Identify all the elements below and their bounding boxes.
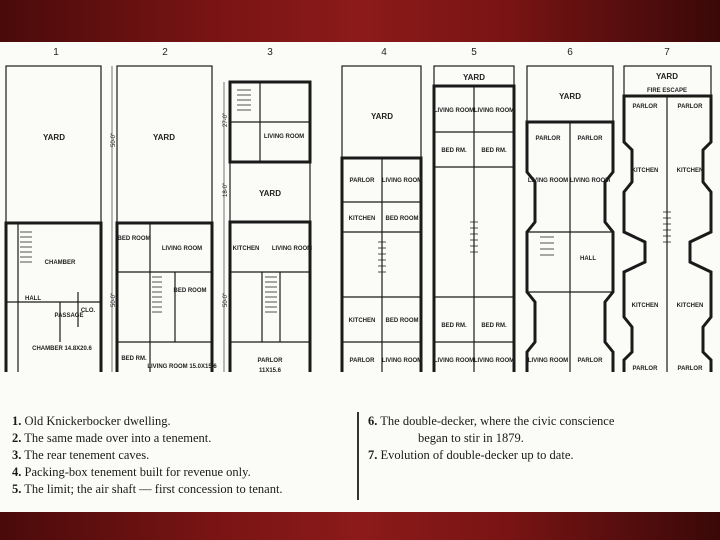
room-label: PARLOR [632, 366, 658, 372]
room-label: LIVING ROOM [569, 178, 611, 184]
yard-label: YARD [559, 92, 581, 101]
plan-1-yard [6, 66, 101, 223]
room-label: CHAMBER [44, 260, 76, 266]
room-label: PARLOR [257, 358, 283, 364]
caption-text: Evolution of double-decker up to date. [380, 448, 574, 462]
room-label: FIRE ESCAPE [646, 88, 688, 94]
caption-number: 3. [12, 448, 22, 462]
plan-number: 5 [471, 47, 477, 58]
caption-number: 4. [12, 465, 22, 479]
room-label: BED RM. [441, 323, 467, 329]
yard-label: YARD [371, 112, 393, 121]
room-label: KITCHEN [348, 318, 376, 324]
room-label: LIVING ROOM [161, 246, 203, 252]
room-label: LIVING ROOM [381, 178, 423, 184]
floor-plan-drawing [0, 42, 720, 372]
plan-number: 2 [162, 47, 168, 58]
caption-3 [12, 448, 149, 463]
room-label: LIVING ROOM [433, 358, 475, 364]
room-label: BED ROOM [173, 288, 207, 294]
room-label: BED RM. [481, 148, 507, 154]
dimension-label: 50-0" [111, 292, 117, 307]
plan-number: 3 [267, 47, 273, 58]
caption-2 [12, 431, 211, 446]
floor-plans [0, 42, 720, 442]
yard-label: YARD [656, 72, 678, 81]
room-label: PARLOR [632, 104, 658, 110]
caption-number: 6. [368, 414, 378, 428]
room-label: CLO. [80, 308, 96, 314]
plan-2-yard [117, 66, 212, 223]
room-label: LIVING ROOM [381, 358, 423, 364]
caption-4 [12, 465, 251, 480]
caption-text: The rear tenement caves. [24, 448, 150, 462]
room-label: LIVING ROOM [527, 358, 569, 364]
plan-number: 4 [381, 47, 387, 58]
room-label: KITCHEN [631, 168, 659, 174]
dimension-label: 50-0" [111, 132, 117, 147]
caption-5 [12, 482, 283, 497]
captions [0, 402, 720, 512]
caption-divider [357, 412, 359, 500]
caption-text: The same made over into a tenement. [24, 431, 212, 445]
yard-label: YARD [153, 133, 175, 142]
room-label: PASSAGE [54, 313, 84, 319]
plan-number: 1 [53, 47, 59, 58]
dimension-label: 27-0" [223, 112, 229, 127]
caption-1 [12, 414, 171, 429]
room-label: BED ROOM [385, 318, 419, 324]
room-label: KITCHEN [676, 303, 704, 309]
caption-text: Packing-box tenement built for revenue only. [24, 465, 251, 479]
room-label: KITCHEN [676, 168, 704, 174]
room-label: KITCHEN [631, 303, 659, 309]
room-label: KITCHEN [348, 216, 376, 222]
caption-number: 7. [368, 448, 378, 462]
plan-number: 6 [567, 47, 573, 58]
room-label: HALL [25, 296, 41, 302]
room-label: PARLOR [349, 178, 375, 184]
room-label: PARLOR [577, 136, 603, 142]
room-label: BED RM. [121, 356, 147, 362]
yard-label: YARD [43, 133, 65, 142]
caption-number: 5. [12, 482, 22, 496]
caption-text: Old Knickerbocker dwelling. [24, 414, 171, 428]
room-label: PARLOR [349, 358, 375, 364]
caption-6-continued: began to stir in 1879. [418, 431, 524, 445]
slide [0, 42, 720, 512]
room-label: LIVING ROOM [263, 134, 305, 140]
room-label: LIVING ROOM [433, 108, 475, 114]
caption-text: The limit; the air shaft — first concession to tenant. [24, 482, 283, 496]
room-label: BED RM. [441, 148, 467, 154]
caption-6 [368, 414, 614, 429]
room-label: LIVING ROOM 15.0X15.6 [147, 364, 217, 370]
dimension-label: 18-0" [223, 182, 229, 197]
room-label: LIVING ROOM [473, 358, 515, 364]
room-label: PARLOR [677, 104, 703, 110]
room-label: LIVING ROOM [271, 246, 313, 252]
room-label: LIVING ROOM [527, 178, 569, 184]
room-label: PARLOR [577, 358, 603, 364]
yard-label: YARD [463, 73, 485, 82]
room-label: BED ROOM [385, 216, 419, 222]
caption-number: 1. [12, 414, 22, 428]
room-label: PARLOR [677, 366, 703, 372]
yard-label: YARD [259, 189, 281, 198]
room-label: LIVING ROOM [473, 108, 515, 114]
caption-text: The double-decker, where the civic conscience [380, 414, 615, 428]
room-dimension: 11X15.6 [258, 368, 282, 372]
caption-7 [368, 448, 574, 463]
room-label: BED RM. [481, 323, 507, 329]
caption-number: 2. [12, 431, 22, 445]
plan-number: 7 [664, 47, 670, 58]
room-label: CHAMBER 14.8X20.6 [32, 346, 92, 352]
room-label: BED ROOM [117, 236, 151, 242]
room-label: PARLOR [535, 136, 561, 142]
room-label: KITCHEN [232, 246, 260, 252]
dimension-label: 50-0" [223, 292, 229, 307]
room-label: HALL [580, 256, 596, 262]
